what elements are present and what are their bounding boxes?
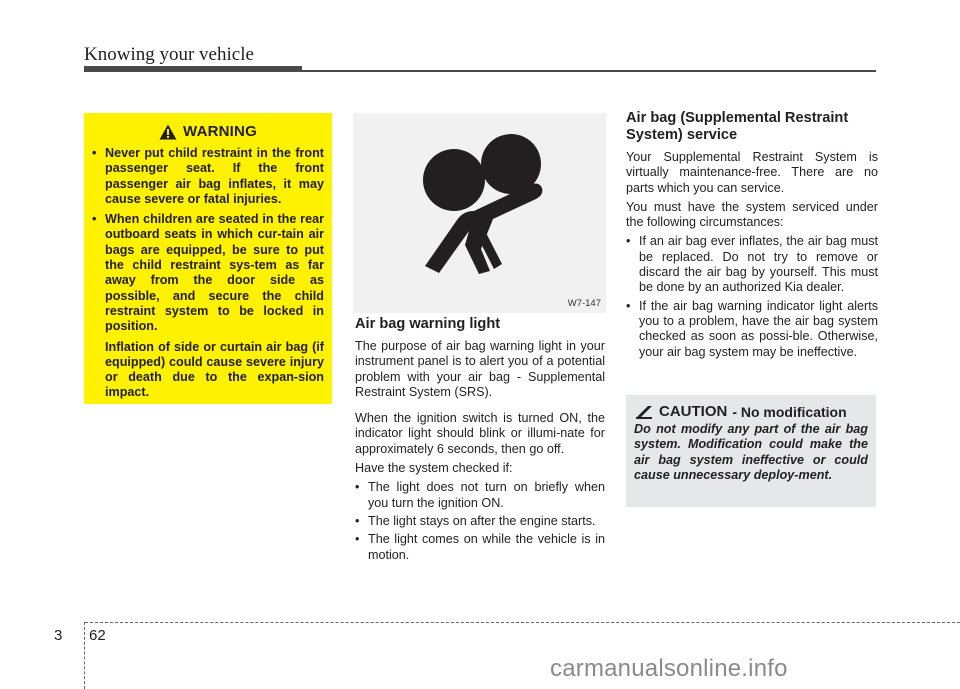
bullet-list: [355, 480, 605, 562]
list-item: • The light comes on while the vehicle is in motion.: [355, 532, 605, 563]
caution-heading: CAUTION: [659, 403, 728, 420]
airbag-warning-icon: [353, 113, 606, 313]
bullet-list: [626, 234, 878, 359]
body-paragraph: When the ignition switch is turned ON, the indicator light should blink or illumi-nate for approximately 6 seconds, then go off.: [355, 411, 605, 456]
header-rule-thick: [84, 66, 302, 72]
footer-divider: [84, 622, 85, 689]
airbag-illustration: [353, 113, 606, 313]
warning-item: • When children are seated in the rear outboard seats in which cur-tain air bags are equipped, be sure to put the child restraint sys-tem as far away from the door side as possible, and secure the child restraint system to be locked in position.: [92, 212, 324, 334]
caution-pencil-icon: [634, 405, 654, 419]
watermark: carmanualsonline.info: [550, 655, 788, 682]
warning-heading: WARNING: [183, 123, 257, 140]
chapter-number: 3: [54, 627, 63, 644]
list-item: • The light stays on after the engine starts.: [355, 514, 605, 529]
page-number: 62: [89, 627, 106, 644]
body-paragraph: The purpose of air bag warning light in your instrument panel is to alert you of a potential problem with your air bag - Supplemental Restraint System (SRS).: [355, 339, 605, 399]
list-item: • If the air bag warning indicator light alerts you to a problem, have the air bag system checked as soon as possi-ble. Otherwise, your air bag system may be ineffective.: [626, 299, 878, 360]
list-item: • The light does not turn on briefly when you turn the ignition ON.: [355, 480, 605, 511]
footer-rule: [85, 622, 960, 623]
caution-body: Do not modify any part of the air bag system. Modification could make the air bag system ineffective or could cause unnecessary deploy-ment.: [634, 422, 868, 482]
section-heading: Air bag warning light: [355, 316, 501, 332]
warning-list: [92, 146, 324, 335]
warning-box: [84, 113, 332, 404]
header-rule-thin: [302, 70, 876, 72]
warning-paragraph: Inflation of side or curtain air bag (if equipped) could cause severe injury or death due to the expan-sion impact.: [105, 339, 324, 400]
warning-header: [92, 123, 324, 140]
warning-item: • Never put child restraint in the front passenger seat. If the front passenger air bag inflates, it may cause severe or fatal injuries.: [92, 146, 324, 207]
airbag-service-section: [626, 110, 878, 363]
airbag-warning-light-section: [355, 316, 605, 566]
caution-box: [626, 395, 876, 507]
list-item: • If an air bag ever inflates, the air bag must be replaced. Do not try to remove or discard the air bag by yourself. This must be done by an authorized Kia dealer.: [626, 234, 878, 295]
figure-code: W7-147: [567, 298, 601, 309]
body-paragraph: Have the system checked if:: [355, 461, 513, 476]
header-title: Knowing your vehicle: [84, 44, 254, 65]
body-paragraph: You must have the system serviced under the following circumstances:: [626, 199, 878, 230]
warning-triangle-icon: [159, 124, 177, 140]
section-heading: Air bag (Supplemental Restraint System) service: [626, 110, 849, 143]
caution-header: [634, 403, 868, 420]
caution-subheading: - No modification: [732, 403, 847, 420]
body-paragraph: Your Supplemental Restraint System is virtually maintenance-free. There are no parts which you can service.: [626, 150, 878, 195]
